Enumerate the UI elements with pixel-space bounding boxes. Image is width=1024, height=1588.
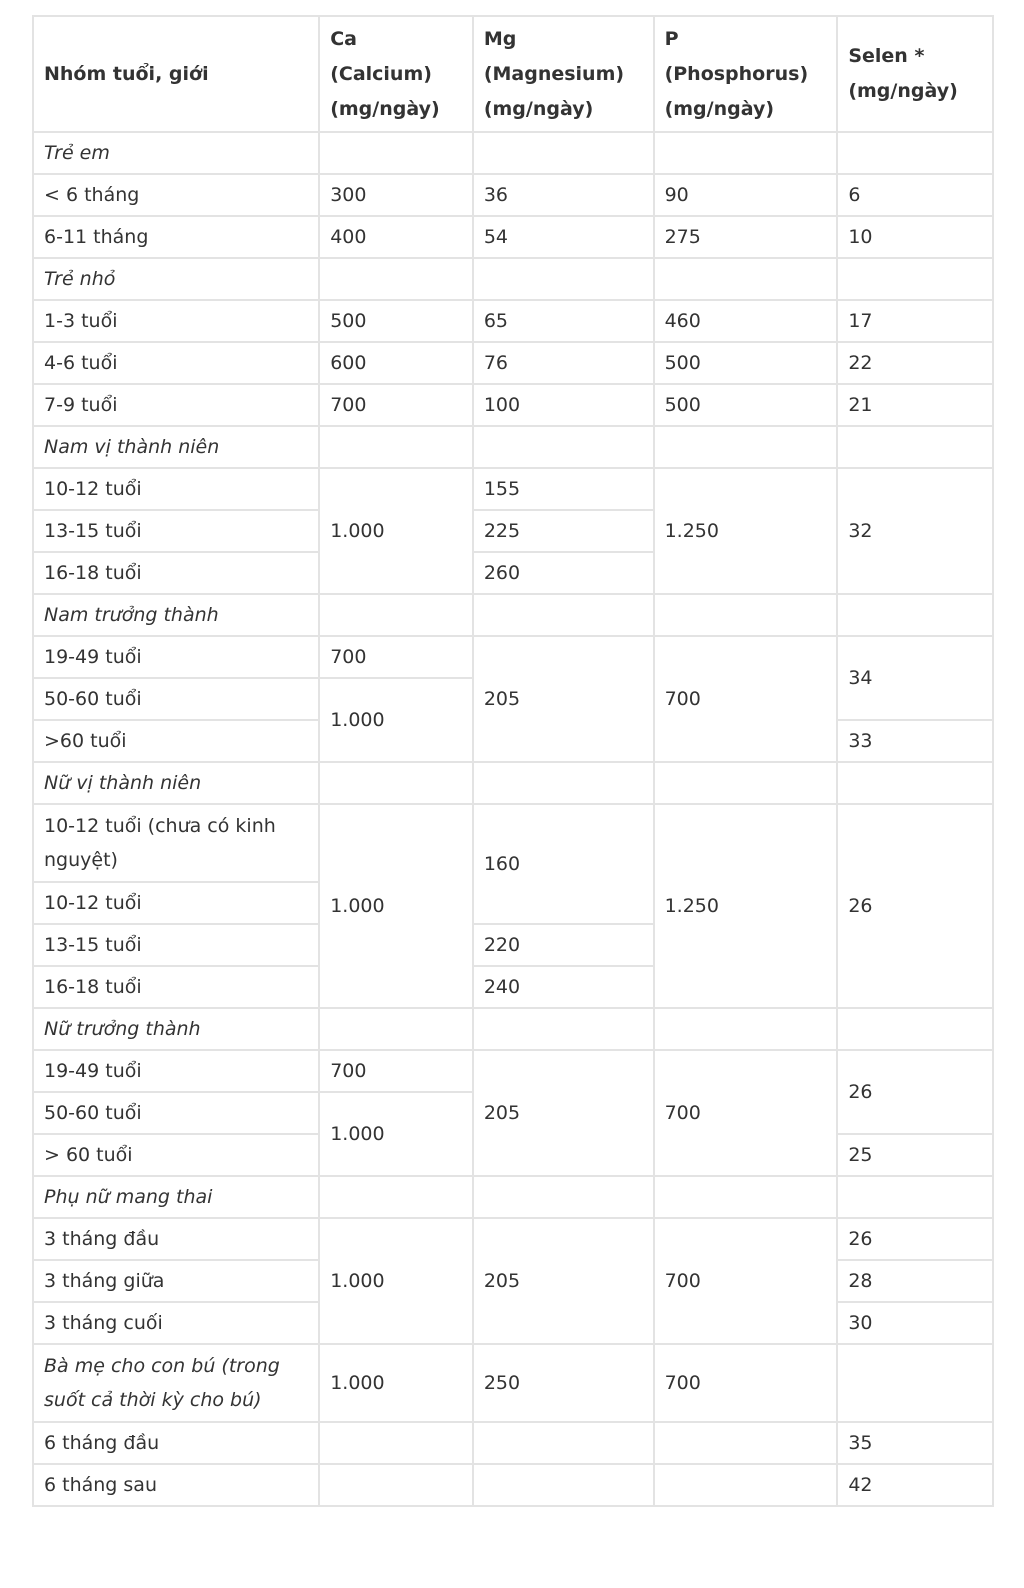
table-row (33, 636, 993, 678)
cell: 10-12 tuổi (33, 468, 319, 510)
cell: 3 tháng đầu (33, 1218, 319, 1260)
group-label: Nam trưởng thành (33, 594, 319, 636)
cell: 35 (837, 1422, 993, 1464)
cell: 1.250 (654, 468, 838, 594)
header-row (33, 16, 993, 132)
group-label: Nữ trưởng thành (33, 1008, 319, 1050)
group-row (33, 1176, 993, 1218)
group-label: Trẻ em (33, 132, 319, 174)
cell: 300 (319, 174, 473, 216)
table-row (33, 1344, 993, 1422)
cell: 1.250 (654, 804, 838, 1008)
cell: 1.000 (319, 1218, 473, 1344)
cell: 6-11 tháng (33, 216, 319, 258)
cell: 205 (473, 1218, 654, 1344)
cell: 13-15 tuổi (33, 924, 319, 966)
cell: 460 (654, 300, 838, 342)
table-row (33, 300, 993, 342)
table-row (33, 468, 993, 510)
header-p: P (Phosphorus) (mg/ngày) (654, 16, 838, 132)
cell: 65 (473, 300, 654, 342)
cell: 1.000 (319, 468, 473, 594)
cell: < 6 tháng (33, 174, 319, 216)
cell: 500 (654, 342, 838, 384)
cell: 19-49 tuổi (33, 636, 319, 678)
group-label: Phụ nữ mang thai (33, 1176, 319, 1218)
cell: 26 (837, 804, 993, 1008)
cell: 26 (837, 1218, 993, 1260)
cell: 3 tháng giữa (33, 1260, 319, 1302)
table-row (33, 216, 993, 258)
cell: 700 (654, 1050, 838, 1176)
cell: 160 (473, 804, 654, 924)
cell: 36 (473, 174, 654, 216)
cell: 10-12 tuổi (chưa có kinh nguyệt) (33, 804, 319, 882)
cell: 205 (473, 1050, 654, 1176)
header-group: Nhóm tuổi, giới (33, 16, 319, 132)
cell: 400 (319, 216, 473, 258)
cell: 155 (473, 468, 654, 510)
cell: 25 (837, 1134, 993, 1176)
group-row (33, 132, 993, 174)
cell: 225 (473, 510, 654, 552)
cell: 700 (319, 384, 473, 426)
cell: 22 (837, 342, 993, 384)
group-row (33, 1008, 993, 1050)
cell: 700 (654, 1344, 838, 1422)
table-row (33, 1218, 993, 1260)
cell: 3 tháng cuối (33, 1302, 319, 1344)
cell: 1-3 tuổi (33, 300, 319, 342)
table-row (33, 174, 993, 216)
cell: 600 (319, 342, 473, 384)
group-label: Nam vị thành niên (33, 426, 319, 468)
cell: 28 (837, 1260, 993, 1302)
group-row (33, 426, 993, 468)
table-row (33, 1050, 993, 1092)
cell: 90 (654, 174, 838, 216)
cell: 42 (837, 1464, 993, 1506)
cell: 26 (837, 1050, 993, 1134)
table-row (33, 804, 993, 882)
cell: 30 (837, 1302, 993, 1344)
cell: 1.000 (319, 1092, 473, 1176)
cell: > 60 tuổi (33, 1134, 319, 1176)
cell: 16-18 tuổi (33, 966, 319, 1008)
header-mg: Mg (Magnesium) (mg/ngày) (473, 16, 654, 132)
nutrient-table (32, 15, 994, 1507)
cell: 1.000 (319, 804, 473, 1008)
group-row (33, 594, 993, 636)
header-ca: Ca (Calcium) (mg/ngày) (319, 16, 473, 132)
cell: 13-15 tuổi (33, 510, 319, 552)
cell: 700 (319, 1050, 473, 1092)
group-label: Bà mẹ cho con bú (trong suốt cả thời kỳ cho bú) (33, 1344, 319, 1422)
cell: 50-60 tuổi (33, 678, 319, 720)
table-row (33, 342, 993, 384)
group-row (33, 762, 993, 804)
cell: 6 tháng sau (33, 1464, 319, 1506)
cell: 700 (654, 636, 838, 762)
header-se: Selen * (mg/ngày) (837, 16, 993, 132)
cell: 100 (473, 384, 654, 426)
table-row (33, 1464, 993, 1506)
cell: 240 (473, 966, 654, 1008)
cell: 17 (837, 300, 993, 342)
cell: 54 (473, 216, 654, 258)
cell: 275 (654, 216, 838, 258)
cell: 260 (473, 552, 654, 594)
cell: >60 tuổi (33, 720, 319, 762)
cell: 19-49 tuổi (33, 1050, 319, 1092)
cell: 21 (837, 384, 993, 426)
cell: 10-12 tuổi (33, 882, 319, 924)
cell: 4-6 tuổi (33, 342, 319, 384)
cell: 220 (473, 924, 654, 966)
cell: 32 (837, 468, 993, 594)
cell: 7-9 tuổi (33, 384, 319, 426)
table-row (33, 1422, 993, 1464)
cell: 500 (319, 300, 473, 342)
group-label: Trẻ nhỏ (33, 258, 319, 300)
cell: 50-60 tuổi (33, 1092, 319, 1134)
cell: 250 (473, 1344, 654, 1422)
cell: 6 (837, 174, 993, 216)
cell: 33 (837, 720, 993, 762)
cell: 700 (654, 1218, 838, 1344)
cell: 1.000 (319, 1344, 473, 1422)
group-row (33, 258, 993, 300)
cell: 10 (837, 216, 993, 258)
group-label: Nữ vị thành niên (33, 762, 319, 804)
cell: 34 (837, 636, 993, 720)
cell: 16-18 tuổi (33, 552, 319, 594)
cell: 76 (473, 342, 654, 384)
cell: 6 tháng đầu (33, 1422, 319, 1464)
cell: 500 (654, 384, 838, 426)
cell: 700 (319, 636, 473, 678)
cell: 205 (473, 636, 654, 762)
cell: 1.000 (319, 678, 473, 762)
table-row (33, 384, 993, 426)
